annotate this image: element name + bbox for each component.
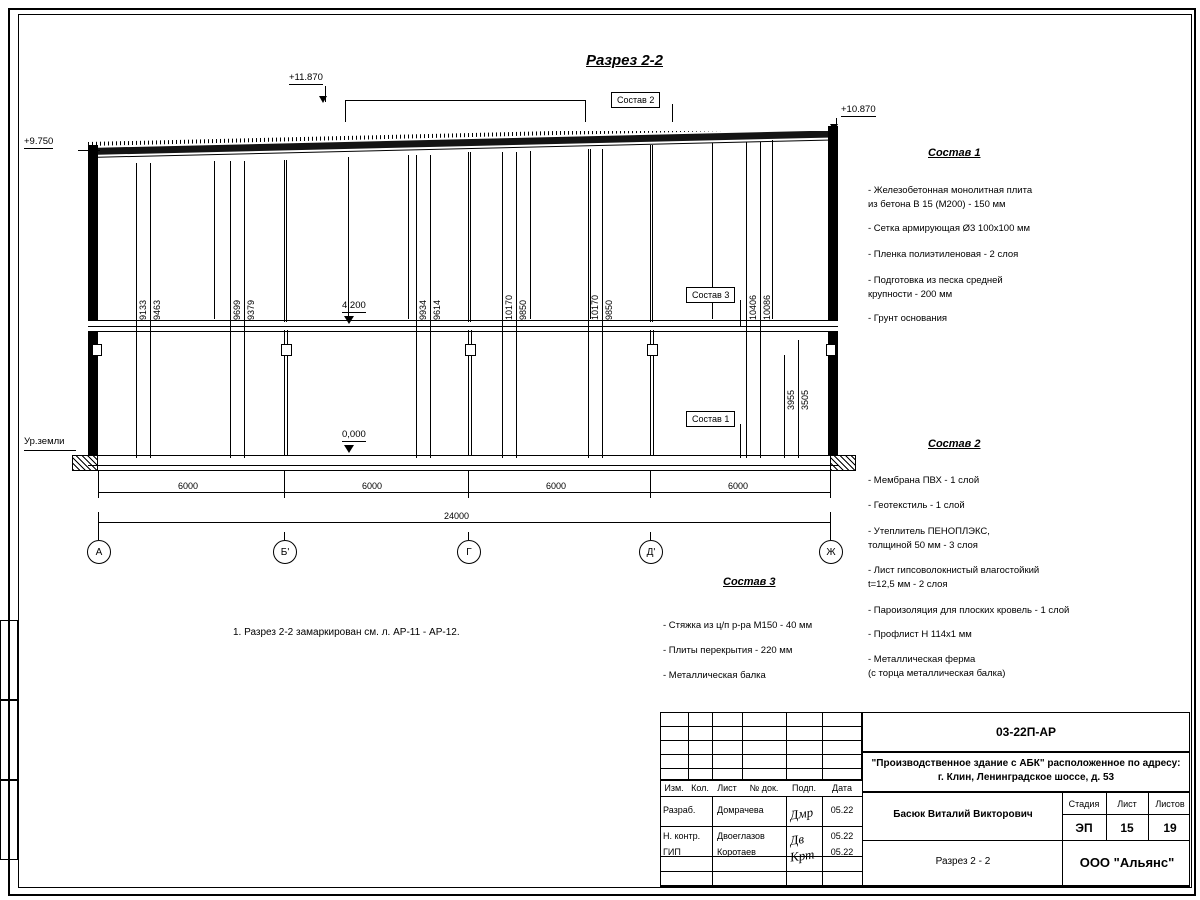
callout-sostav-2-roof: Состав 2 <box>611 92 660 108</box>
span-tick-Zh <box>830 470 831 498</box>
spec-1-item-1: из бетона В 15 (М200) - 150 мм <box>868 199 1006 210</box>
vdim-line-10 <box>602 149 603 458</box>
object-line-2: г. Клин, Ленинградское шоссе, д. 53 <box>937 772 1115 783</box>
vdim-9463: 9463 <box>152 299 162 320</box>
name-nkontr: Двоеглазов <box>717 831 765 841</box>
axis-bubble-A: А <box>87 540 111 564</box>
ground-label: Ур.земли <box>24 436 65 447</box>
ground-label-leader <box>24 450 76 451</box>
spec-2-item-0: - Мембрана ПВХ - 1 слой <box>868 475 980 486</box>
spec-2-item-7: - Профлист Н 114х1 мм <box>868 629 972 640</box>
rev-grid-h4 <box>660 768 862 769</box>
vdim-line-3 <box>230 161 231 458</box>
callout-sostav-3: Состав 3 <box>686 287 735 303</box>
total-tick-right <box>830 512 831 532</box>
span-dim-1: 6000 <box>178 481 199 491</box>
callout-sostav-2-leader-line <box>672 104 673 122</box>
column-upper-2 <box>468 152 469 322</box>
axis-bubble-B: Б' <box>273 540 297 564</box>
spec-1-item-2: - Сетка армирующая Ø3 100х100 мм <box>868 223 1031 234</box>
top-dim-line <box>345 100 585 101</box>
role-razrab: Разраб. <box>663 805 696 815</box>
total-dim-line <box>98 522 830 523</box>
object-line-1: "Производственное здание с АБК" расположенное по адресу: <box>871 758 1181 769</box>
vdim-line-5 <box>416 155 417 458</box>
vdim-line-7 <box>502 152 503 458</box>
drawing-note: 1. Разрез 2-2 замаркирован см. л. АР-11 - АР-12. <box>233 627 460 638</box>
name-gip: Коротаев <box>717 847 756 857</box>
span-dim-line <box>98 492 830 493</box>
col-header-list: Лист <box>717 783 737 793</box>
wall-left <box>88 145 98 465</box>
sheet-name: Разрез 2 - 2 <box>935 855 991 867</box>
truss-hanger-4 <box>408 155 409 319</box>
vdim-3505: 3505 <box>800 389 810 410</box>
vdim-9934: 9934 <box>418 299 428 320</box>
rev-grid-v1 <box>688 712 689 780</box>
col-header-doc: № док. <box>749 783 779 793</box>
vdim-line-11 <box>746 142 747 458</box>
hdr-row-bottom <box>660 796 862 797</box>
span-tick-A <box>98 470 99 498</box>
elevation-wall-left: +9.750 <box>24 136 54 147</box>
level-0000: 0,000 <box>342 429 366 440</box>
column-upper-3 <box>650 145 651 322</box>
left-margin-box-3 <box>0 780 18 860</box>
column-upper-1b <box>286 160 287 322</box>
span-tick-B <box>284 470 285 498</box>
spec-1-item-5: крупности - 200 мм <box>868 289 953 300</box>
vdim-10170: 10170 <box>504 294 514 320</box>
vdim-line-1 <box>136 163 137 458</box>
date-nkontr: 05.22 <box>830 831 854 841</box>
spec-3-item-0: - Стяжка из ц/п р-ра М150 - 40 мм <box>663 620 813 631</box>
stage-header-stadia: Стадия <box>1068 799 1100 809</box>
span-tick-G <box>468 470 469 498</box>
rev-grid-h2 <box>660 740 862 741</box>
rev-grid-v5 <box>822 712 823 780</box>
axis-bubble-G: Г <box>457 540 481 564</box>
right-sep-2 <box>862 840 1190 841</box>
level-4200-arrow <box>344 316 354 324</box>
hdr-row-top <box>660 780 862 781</box>
column-upper-2b <box>470 152 471 322</box>
vdim-3955: 3955 <box>786 389 796 410</box>
ground-slab <box>88 455 838 466</box>
column-upper-1 <box>284 160 285 322</box>
column-node-left <box>92 344 102 356</box>
role-nkontr: Н. контр. <box>663 831 701 841</box>
vdim-line-2 <box>150 163 151 458</box>
tb-bottom <box>660 886 1190 887</box>
stage-hdr-sep <box>1062 814 1190 815</box>
roof-assembly <box>88 131 838 167</box>
signature-gip: Крт <box>789 846 816 865</box>
wall-right <box>828 126 838 465</box>
truss-hanger-6 <box>590 149 591 319</box>
col-header-podp: Подп. <box>792 783 816 793</box>
span-tick-D <box>650 470 651 498</box>
date-razrab: 05.22 <box>830 805 854 815</box>
ground-hatch-left <box>72 455 98 471</box>
spec-3-heading: Состав 3 <box>723 576 776 588</box>
axis-stem-G <box>468 532 469 540</box>
role-gip: ГИП <box>663 847 681 857</box>
rev-grid-h3 <box>660 754 862 755</box>
vdim-line-13 <box>784 355 785 458</box>
axis-bubble-D: Д' <box>639 540 663 564</box>
axis-stem-A <box>98 532 99 540</box>
column-node-right <box>826 344 836 356</box>
top-dim-tick-right <box>585 100 586 122</box>
revision-grid <box>660 712 862 780</box>
elevation-top-right: +10.870 <box>841 104 876 115</box>
left-margin-box-1 <box>0 620 18 700</box>
spec-2-item-2: - Утеплитель ПЕНОПЛЭКС, <box>868 526 990 537</box>
rev-grid-h1 <box>660 726 862 727</box>
doc-code: 03-22П-АР <box>996 725 1056 739</box>
truss-hanger-8 <box>772 140 773 319</box>
vdim-9699: 9699 <box>232 299 242 320</box>
axis-stem-D <box>650 532 651 540</box>
spec-2-item-9: (с торца металлическая балка) <box>868 668 1006 679</box>
rowgrid-v1 <box>712 796 713 886</box>
spec-1-heading: Состав 1 <box>928 147 981 159</box>
row-sep-3 <box>660 871 862 872</box>
stage-value-stadia: ЭП <box>1075 821 1093 835</box>
tb-major-v <box>862 712 863 886</box>
vdim-9379: 9379 <box>246 299 256 320</box>
spec-2-item-5: t=12,5 мм - 2 слоя <box>868 579 948 590</box>
spec-1-item-3: - Пленка полиэтиленовая - 2 слоя <box>868 249 1019 260</box>
vdim-9850-b: 9850 <box>604 299 614 320</box>
axis-stem-B <box>284 532 285 540</box>
vdim-10406: 10406 <box>748 294 758 320</box>
axis-bubble-Zh: Ж <box>819 540 843 564</box>
col-header-data: Дата <box>832 783 852 793</box>
left-margin-box-2 <box>0 700 18 780</box>
stage-header-listov: Листов <box>1155 799 1185 809</box>
column-node-2 <box>465 344 476 356</box>
callout-3-leader <box>740 300 741 326</box>
stage-header-list: Лист <box>1117 799 1137 809</box>
spec-2-heading: Состав 2 <box>928 438 981 450</box>
vdim-10086: 10086 <box>762 294 772 320</box>
truss-hanger-5 <box>530 151 531 319</box>
vdim-line-9 <box>588 149 589 458</box>
spec-2-item-1: - Геотекстиль - 1 слой <box>868 500 965 511</box>
column-node-1 <box>281 344 292 356</box>
spec-1-item-4: - Подготовка из песка средней <box>868 275 1003 286</box>
span-dim-2: 6000 <box>362 481 383 491</box>
spec-1-item-6: - Грунт основания <box>868 313 948 324</box>
chief-name: Басюк Виталий Викторович <box>893 808 1033 820</box>
row-sep-1 <box>660 826 862 827</box>
callout-1-leader <box>740 424 741 458</box>
elev-top-left-arrow <box>319 96 327 103</box>
column-node-3 <box>647 344 658 356</box>
vdim-line-8 <box>516 152 517 458</box>
level-0000-arrow <box>344 445 354 453</box>
total-tick-left <box>98 512 99 532</box>
elevation-top-left: +11.870 <box>289 72 323 83</box>
column-upper-3b <box>652 145 653 322</box>
callout-sostav-1: Состав 1 <box>686 411 735 427</box>
spec-2-item-6: - Пароизоляция для плоских кровель - 1 слой <box>868 605 1070 616</box>
rev-grid-v3 <box>742 712 743 780</box>
total-dim: 24000 <box>444 511 470 521</box>
truss-hanger-3 <box>348 157 349 319</box>
page-title: Разрез 2-2 <box>586 52 664 69</box>
company-name: ООО "Альянс" <box>1079 854 1175 870</box>
spec-1-item-0: - Железобетонная монолитная плита <box>868 185 1033 196</box>
rev-grid-v4 <box>786 712 787 780</box>
ground-line <box>72 470 854 471</box>
level-4200: 4,200 <box>342 300 366 311</box>
signature-razrab: Дмр <box>788 804 814 823</box>
name-razrab: Домрачева <box>717 805 764 815</box>
vdim-9133: 9133 <box>138 299 148 320</box>
stage-value-listov: 19 <box>1163 821 1177 835</box>
vdim-line-14 <box>798 340 799 458</box>
vdim-9614: 9614 <box>432 299 442 320</box>
axis-stem-Zh <box>830 532 831 540</box>
col-header-kol: Кол. <box>691 783 709 793</box>
spec-2-item-4: - Лист гипсоволокнистый влагостойкий <box>868 565 1040 576</box>
date-gip: 05.22 <box>830 847 854 857</box>
rowgrid-v2 <box>786 796 787 886</box>
col-header-izm: Изм. <box>664 783 684 793</box>
span-dim-3: 6000 <box>546 481 567 491</box>
right-sep-1 <box>862 792 1190 793</box>
floor-slab-mid <box>88 326 838 327</box>
spec-3-item-1: - Плиты перекрытия - 220 мм <box>663 645 793 656</box>
spec-2-item-3: толщиной 50 мм - 3 слоя <box>868 540 978 551</box>
signature-nkontr: Дв <box>788 831 805 848</box>
vdim-line-6 <box>430 155 431 458</box>
spec-2-item-8: - Металлическая ферма <box>868 654 976 665</box>
vdim-line-12 <box>760 142 761 458</box>
vdim-9850: 9850 <box>518 299 528 320</box>
rev-grid-v2 <box>712 712 713 780</box>
ground-hatch-right <box>830 455 856 471</box>
span-dim-4: 6000 <box>728 481 749 491</box>
vdim-line-4 <box>244 161 245 458</box>
top-dim-tick-left <box>345 100 346 122</box>
truss-hanger-2 <box>214 161 215 319</box>
stage-value-list: 15 <box>1120 821 1134 835</box>
spec-3-item-2: - Металлическая балка <box>663 670 766 681</box>
vdim-10170-b: 10170 <box>590 294 600 320</box>
